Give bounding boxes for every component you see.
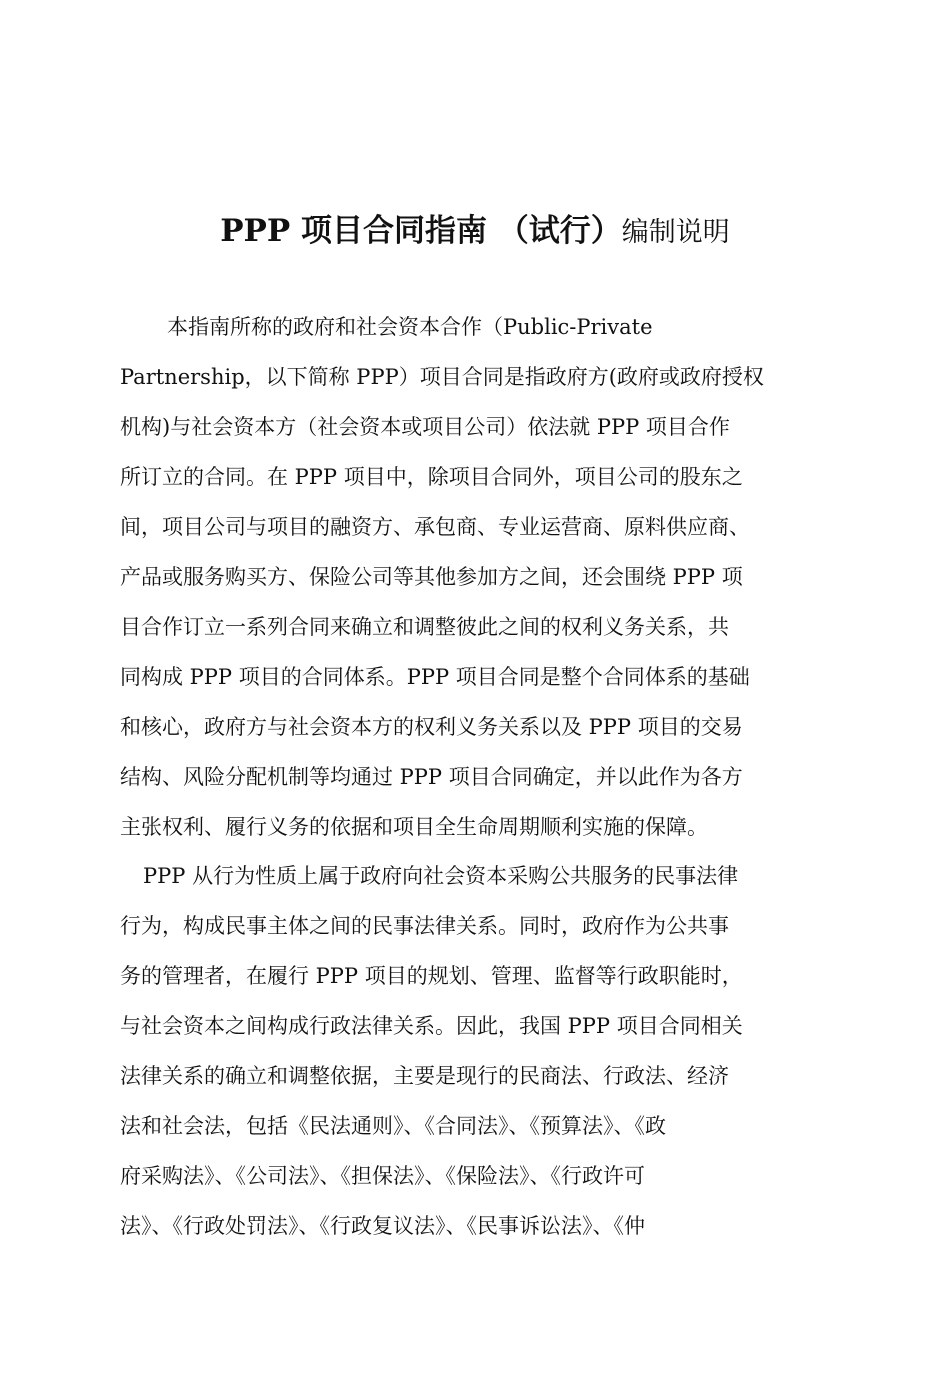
body-line: 府采购法》、《公司法》、《担保法》、《保险法》、《行政许可 [120,1164,645,1188]
body-line: 与社会资本之间构成行政法律关系。因此，我国 PPP 项目合同相关 [120,1014,743,1038]
body-line: 同构成 PPP 项目的合同体系。PPP 项目合同是整个合同体系的基础 [120,665,750,689]
body-line: 产品或服务购买方、保险公司等其他参加方之间，还会围绕 PPP 项 [120,565,743,589]
body-line: Partnership，以下简称 PPP）项目合同是指政府方(政府或政府授权 [120,365,764,389]
document-title [0,205,950,250]
body-line: 间，项目公司与项目的融资方、承包商、专业运营商、原料供应商、 [120,515,750,539]
body-line: 所订立的合同。在 PPP 项目中，除项目合同外，项目公司的股东之 [120,465,743,489]
body-line: 和核心，政府方与社会资本方的权利义务关系以及 PPP 项目的交易 [120,715,743,739]
body-line: 目合作订立一系列合同来确立和调整彼此之间的权利义务关系，共 [120,615,729,639]
body-line: 机构)与社会资本方（社会资本或项目公司）依法就 PPP 项目合作 [120,415,730,439]
title-main: PPP 项目合同指南 （试行） [220,213,622,249]
title-suffix: 编制说明 [621,217,730,248]
body-line: 行为，构成民事主体之间的民事法律关系。同时，政府作为公共事 [120,914,729,938]
body-line: 法和社会法，包括《民法通则》、《合同法》、《预算法》、《政 [120,1114,666,1138]
body-line: 结构、风险分配机制等均通过 PPP 项目合同确定，并以此作为各方 [120,765,743,789]
body-line: 主张权利、履行义务的依据和项目全生命周期顺利实施的保障。 [120,815,708,839]
body-line: 法》、《行政处罚法》、《行政复议法》、《民事诉讼法》、《仲 [120,1214,645,1238]
body-line: 法律关系的确立和调整依据，主要是现行的民商法、行政法、经济 [120,1064,729,1088]
body-line: 本指南所称的政府和社会资本合作（Public-Private [167,315,653,339]
body-line: PPP 从行为性质上属于政府向社会资本采购公共服务的民事法律 [143,864,739,888]
body-line: 务的管理者，在履行 PPP 项目的规划、管理、监督等行政职能时， [120,964,743,988]
